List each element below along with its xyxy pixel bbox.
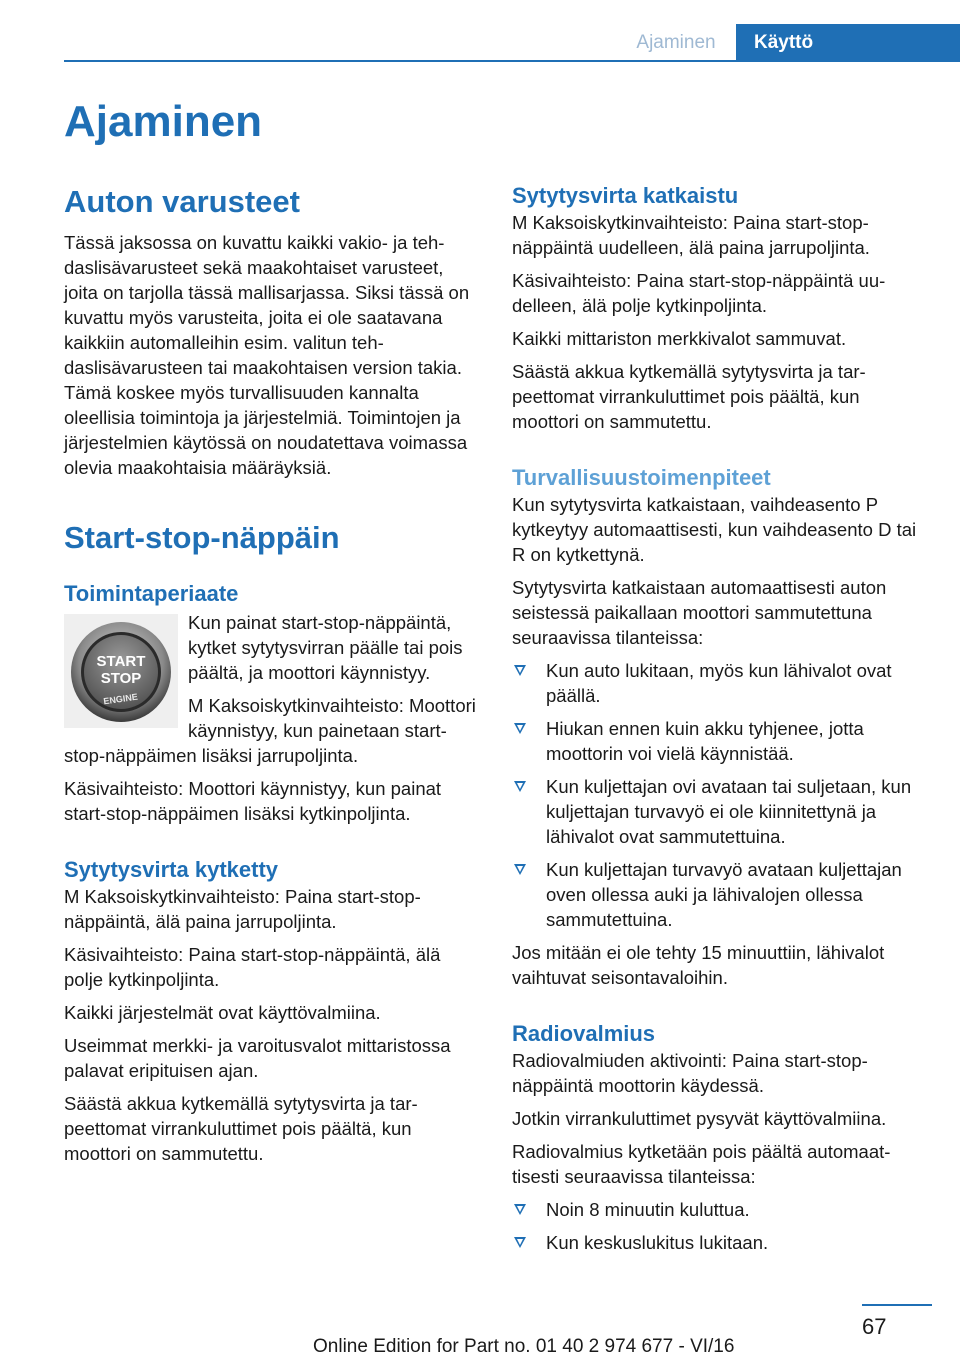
subsection-title-ignition-off: Sytytysvirta katkaistu <box>512 183 739 208</box>
subsection-title-radio-ready: Radiovalmius <box>512 1021 656 1046</box>
paragraph: M Kaksoiskytkinvaihteisto: Moottori käynnistyy, kun painetaan start-stop-näppäimen lisäksi jarrupoljinta. <box>64 695 476 766</box>
subsection-title-principle: Toimintaperiaate <box>64 581 239 606</box>
paragraph: Kun painat start-stop-näppäintä, kytket sytytysvirran päälle tai pois päältä, ja moottori käynnistyy. <box>188 612 463 683</box>
paragraph: Käsivaihteisto: Paina start-stop-näppäintä, älä polje kytkinpoljinta. <box>64 944 441 990</box>
start-stop-button-icon <box>64 614 178 728</box>
page-title: Ajaminen <box>64 97 263 146</box>
page-number: 67 <box>862 1314 887 1339</box>
paragraph: Jos mitään ei ole tehty 15 minuuttiin, lähivalot vaihtuvat seisontavaloihin. <box>512 942 885 988</box>
triangle-bullet-icon <box>514 665 526 676</box>
button-text-start: START <box>96 653 146 670</box>
header-section-label: Ajaminen <box>636 32 716 53</box>
triangle-bullet-icon <box>514 1237 526 1248</box>
subsection-title-ignition-on: Sytytysvirta kytketty <box>64 857 279 882</box>
list-item: Noin 8 minuutin kuluttua. <box>512 1197 928 1222</box>
radio-off-conditions-list <box>512 1197 928 1255</box>
paragraph: Kaikki järjestelmät ovat käyttövalmiina. <box>64 1002 381 1023</box>
right-column <box>512 182 928 1263</box>
triangle-bullet-icon <box>514 1204 526 1215</box>
triangle-bullet-icon <box>514 781 526 792</box>
button-text-engine: ENGINE <box>102 691 139 707</box>
list-item: Kun kuljettajan turvavyö avataan kuljettajan oven ollessa auki ja lähivalojen ollessa sammutettuina. <box>512 857 928 932</box>
header-chapter-tab: Käyttö <box>736 24 960 62</box>
header-rule <box>64 60 960 62</box>
safety-conditions-list <box>512 658 928 932</box>
paragraph: Kaikki mittariston merkkivalot sammuvat. <box>512 328 847 349</box>
paragraph: Kun sytytysvirta katkaistaan, vaihdeasento P kytkeytyy automaattisesti, kun vaihdeasento D tai R on kytkettynä. <box>512 494 917 565</box>
subsection-title-safety-measures: Turvallisuustoimenpiteet <box>512 465 771 490</box>
paragraph: Tässä jaksossa on kuvattu kaikki vakio- ja tehdaslisävarusteet sekä maakohtaiset varusteet, joita on tarjolla tässä mallisarjassa. Siksi tässä on kuvattu myös varusteita, joita ei ole saatavana kaikkiin automalleihin esim. valitun tehdaslisävarusteen tai maakohtaisen version takia. Tämä koskee myös turvallisuuden kannalta oleellisia toimintoja ja järjestelmiä. Toimintojen ja järjestelmien käytössä on noudatettava voimassa olevia maakohtaisia määräyksiä. <box>64 232 470 478</box>
start-stop-intro <box>64 610 480 776</box>
paragraph: Säästä akkua kytkemällä sytytysvirta ja tarpeettomat virrankuluttimet pois päältä, kun moottori on sammutettu. <box>64 1093 418 1164</box>
paragraph: Radiovalmius kytketään pois päältä automaattisesti seuraavissa tilanteissa: <box>512 1141 891 1187</box>
triangle-bullet-icon <box>514 864 526 875</box>
list-item: Kun keskuslukitus lukitaan. <box>512 1230 928 1255</box>
paragraph: Useimmat merkki- ja varoitusvalot mittaristossa palavat eripituisen ajan. <box>64 1035 451 1081</box>
paragraph: M Kaksoiskytkinvaihteisto: Paina start-stop-näppäintä uudelleen, älä paina jarrupoljinta. <box>512 212 870 258</box>
edition-footer: Online Edition for Part no. 01 40 2 974 677 - VI/16 <box>313 1336 735 1357</box>
paragraph: Säästä akkua kytkemällä sytytysvirta ja tarpeettomat virrankuluttimet pois päältä, kun moottori on sammutettu. <box>512 361 866 432</box>
footer-rule <box>862 1304 932 1306</box>
list-item: Kun auto lukitaan, myös kun lähivalot ovat päällä. <box>512 658 928 708</box>
paragraph: Käsivaihteisto: Moottori käynnistyy, kun painat start-stop-näppäimen lisäksi kytkinpoljinta. <box>64 778 442 824</box>
section-title-start-stop: Start-stop-näppäin <box>64 520 340 555</box>
left-column <box>64 182 480 1174</box>
paragraph: M Kaksoiskytkinvaihteisto: Paina start-stop-näppäintä, älä paina jarrupoljinta. <box>64 886 421 932</box>
section-title-vehicle-equipment: Auton varusteet <box>64 184 300 219</box>
list-item: Kun kuljettajan ovi avataan tai suljetaan, kun kuljettajan turvavyö ei ole kiinnitettynä ja lähivalot ovat sammutettuina. <box>512 774 928 849</box>
button-text-stop: STOP <box>100 670 142 687</box>
paragraph: Käsivaihteisto: Paina start-stop-näppäintä uudelleen, älä polje kytkinpoljinta. <box>512 270 886 316</box>
paragraph: Jotkin virrankuluttimet pysyvät käyttövalmiina. <box>512 1108 887 1129</box>
start-stop-button-image <box>64 614 178 728</box>
triangle-bullet-icon <box>514 723 526 734</box>
list-item: Hiukan ennen kuin akku tyhjenee, jotta moottorin voi vielä käynnistää. <box>512 716 928 766</box>
paragraph: Sytytysvirta katkaistaan automaattisesti auton seistessä paikallaan moottori sammutettuna seuraavissa tilanteissa: <box>512 577 887 648</box>
paragraph: Radiovalmiuden aktivointi: Paina start-stop-näppäintä moottorin käydessä. <box>512 1050 868 1096</box>
